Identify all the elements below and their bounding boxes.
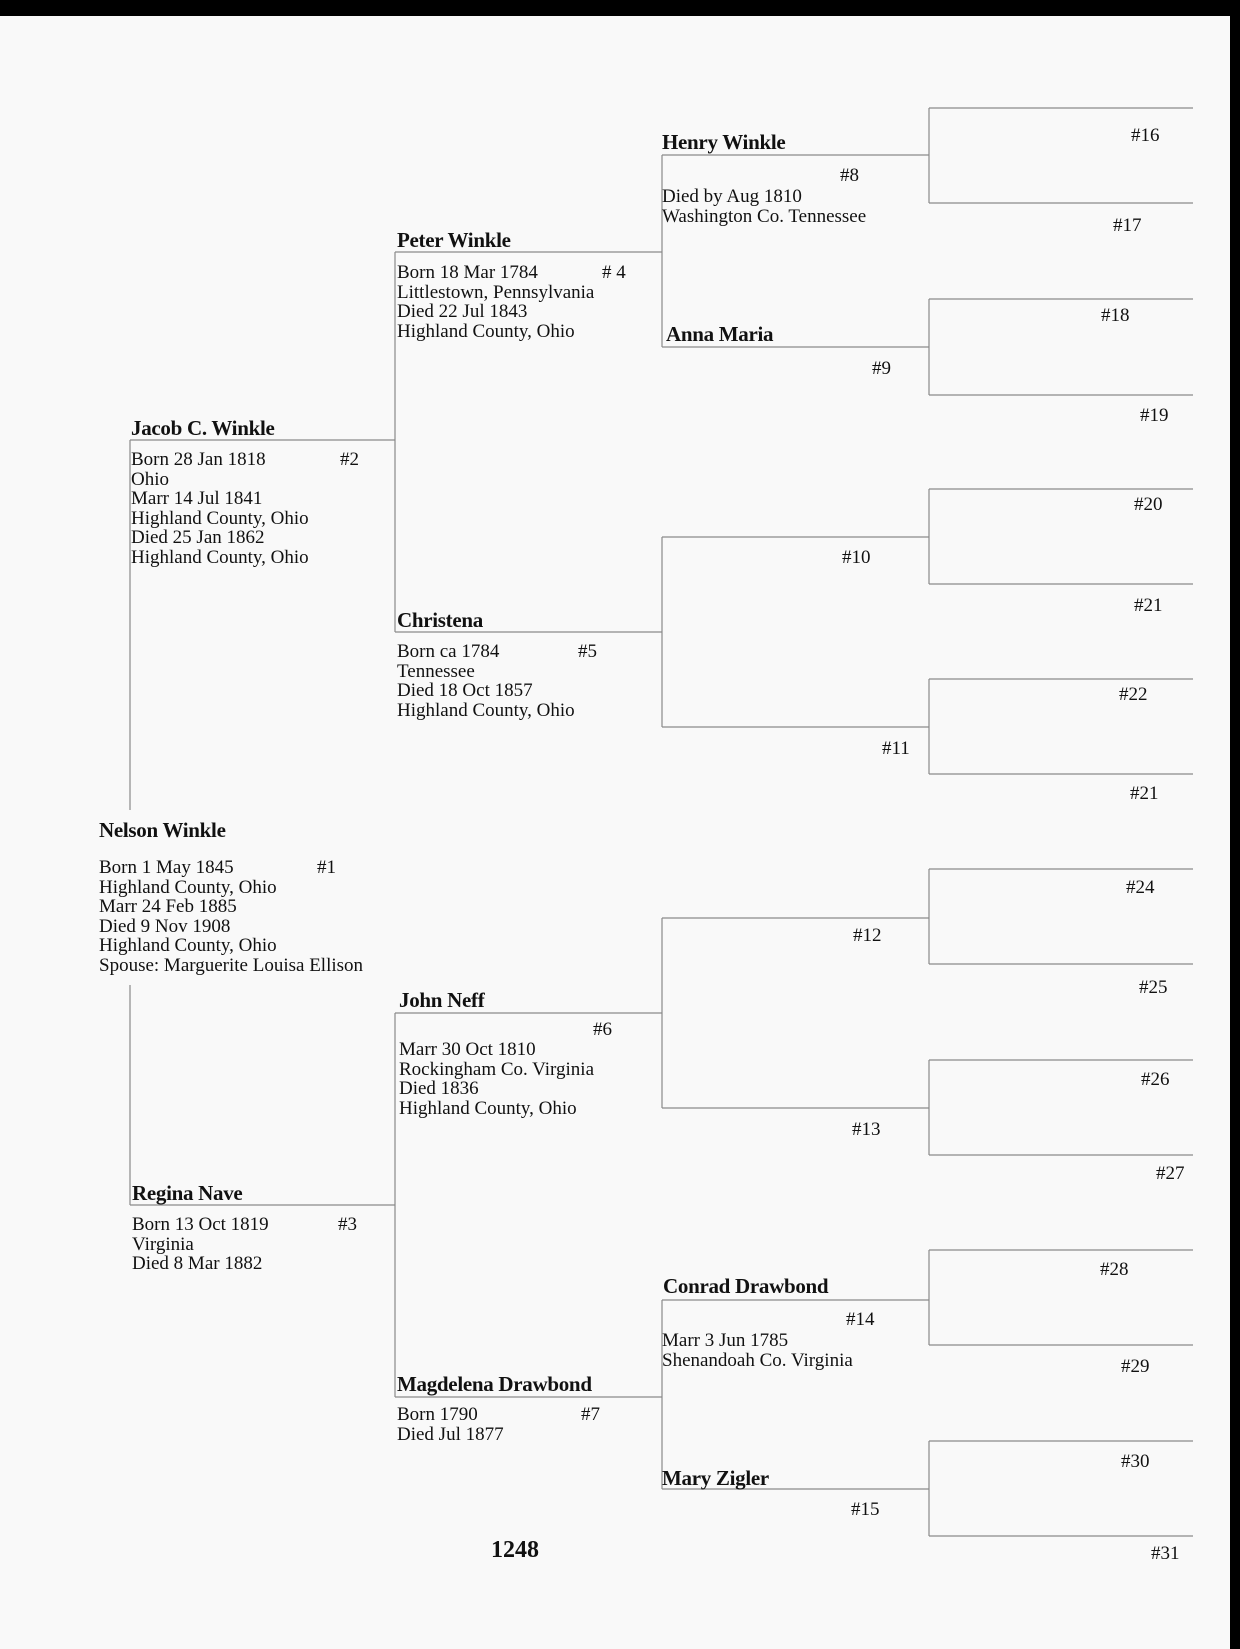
person-5-details: [397, 642, 575, 720]
ancestor-slot-number: #18: [1101, 305, 1130, 326]
person-1-line: Spouse: Marguerite Louisa Ellison: [99, 954, 364, 976]
person-1-details: [99, 858, 363, 975]
person-9-name: Anna Maria: [666, 322, 774, 346]
ancestor-slot-number: #19: [1140, 405, 1169, 426]
person-4-line: Died 22 Jul 1843: [397, 301, 528, 322]
person-5-line: Tennessee: [397, 660, 475, 682]
person-3-number: #3: [338, 1214, 357, 1235]
person-5-line: Died 18 Oct 1857: [397, 680, 533, 701]
person-1-line: Marr 24 Feb 1885: [99, 896, 237, 917]
person-7-line: Born 1790: [397, 1404, 478, 1425]
ancestor-slot-number: #24: [1126, 877, 1155, 898]
person-1-line: Born 1 May 1845: [99, 857, 234, 878]
person-4-number: # 4: [602, 262, 626, 283]
person-5-number: #5: [578, 641, 597, 662]
person-8-name: Henry Winkle: [662, 130, 786, 154]
person-1-name: Nelson Winkle: [99, 818, 226, 842]
ancestor-slot-number: #26: [1141, 1069, 1170, 1090]
person-10-number: #10: [842, 547, 871, 568]
person-2-line: Highland County, Ohio: [131, 546, 309, 568]
person-14-name: Conrad Drawbond: [663, 1274, 829, 1298]
person-8-number: #8: [840, 165, 859, 186]
person-6-name: John Neff: [399, 988, 485, 1012]
ancestor-slot-number: #30: [1121, 1451, 1150, 1472]
person-2-line: Ohio: [131, 468, 169, 490]
ancestor-slot-number: #20: [1134, 494, 1163, 515]
person-4-details: [397, 263, 594, 341]
person-2-line: Born 28 Jan 1818: [131, 449, 266, 470]
person-5-name: Christena: [397, 608, 483, 632]
person-14-line: Marr 3 Jun 1785: [662, 1330, 789, 1351]
person-2-line: Died 25 Jan 1862: [131, 527, 265, 548]
ancestor-slot-number: #21: [1134, 595, 1163, 616]
person-14-details: [662, 1331, 853, 1370]
ancestor-slot-number: #28: [1100, 1259, 1129, 1280]
person-6-line: Highland County, Ohio: [399, 1097, 577, 1119]
person-3-name: Regina Nave: [132, 1181, 243, 1205]
person-12-number: #12: [853, 925, 882, 946]
person-9-number: #9: [872, 358, 891, 379]
person-14-number: #14: [846, 1309, 875, 1330]
person-6-line: Rockingham Co. Virginia: [399, 1058, 595, 1080]
person-14-line: Shenandoah Co. Virginia: [662, 1349, 853, 1371]
person-4-line: Littlestown, Pennsylvania: [397, 281, 595, 303]
person-3-details: [132, 1215, 269, 1274]
person-4-line: Born 18 Mar 1784: [397, 262, 538, 283]
person-6-number: #6: [593, 1019, 612, 1040]
ancestor-slot-number: #21: [1130, 783, 1159, 804]
person-15-number: #15: [851, 1499, 880, 1520]
person-4-name: Peter Winkle: [397, 228, 511, 252]
ancestor-slot-number: #16: [1131, 125, 1160, 146]
ancestor-slot-number: #31: [1151, 1543, 1180, 1564]
person-2-line: Marr 14 Jul 1841: [131, 488, 263, 509]
person-7-details: [397, 1405, 504, 1444]
person-6-line: Died 1836: [399, 1078, 479, 1099]
person-1-line: Died 9 Nov 1908: [99, 915, 231, 937]
person-8-line: Washington Co. Tennessee: [662, 205, 867, 227]
person-13-number: #13: [852, 1119, 881, 1140]
person-3-line: Virginia: [132, 1233, 194, 1255]
person-7-line: Died Jul 1877: [397, 1423, 504, 1445]
person-2-line: Highland County, Ohio: [131, 507, 309, 529]
person-3-line: Born 13 Oct 1819: [132, 1214, 269, 1235]
ancestor-slot-number: #27: [1156, 1163, 1185, 1184]
ancestor-slot-number: #25: [1139, 977, 1168, 998]
person-1-line: Highland County, Ohio: [99, 876, 277, 898]
page-number: 1248: [491, 1537, 539, 1563]
person-15-name: Mary Zigler: [662, 1466, 769, 1490]
person-7-number: #7: [581, 1404, 600, 1425]
person-6-line: Marr 30 Oct 1810: [399, 1039, 536, 1060]
person-3-line: Died 8 Mar 1882: [132, 1253, 263, 1274]
ancestor-slot-number: #17: [1113, 215, 1142, 236]
person-5-line: Born ca 1784: [397, 641, 500, 662]
person-2-number: #2: [340, 449, 359, 470]
person-4-line: Highland County, Ohio: [397, 320, 575, 342]
ancestor-slot-number: #29: [1121, 1356, 1150, 1377]
person-1-number: #1: [317, 857, 336, 878]
person-11-number: #11: [882, 738, 910, 759]
person-2-name: Jacob C. Winkle: [131, 416, 275, 440]
person-8-line: Died by Aug 1810: [662, 186, 802, 207]
person-6-details: [399, 1040, 594, 1118]
person-5-line: Highland County, Ohio: [397, 699, 575, 721]
person-8-details: [662, 187, 866, 226]
ancestor-slot-number: #22: [1119, 684, 1148, 705]
person-7-name: Magdelena Drawbond: [397, 1372, 592, 1396]
person-1-line: Highland County, Ohio: [99, 935, 277, 956]
person-2-details: [131, 450, 309, 567]
